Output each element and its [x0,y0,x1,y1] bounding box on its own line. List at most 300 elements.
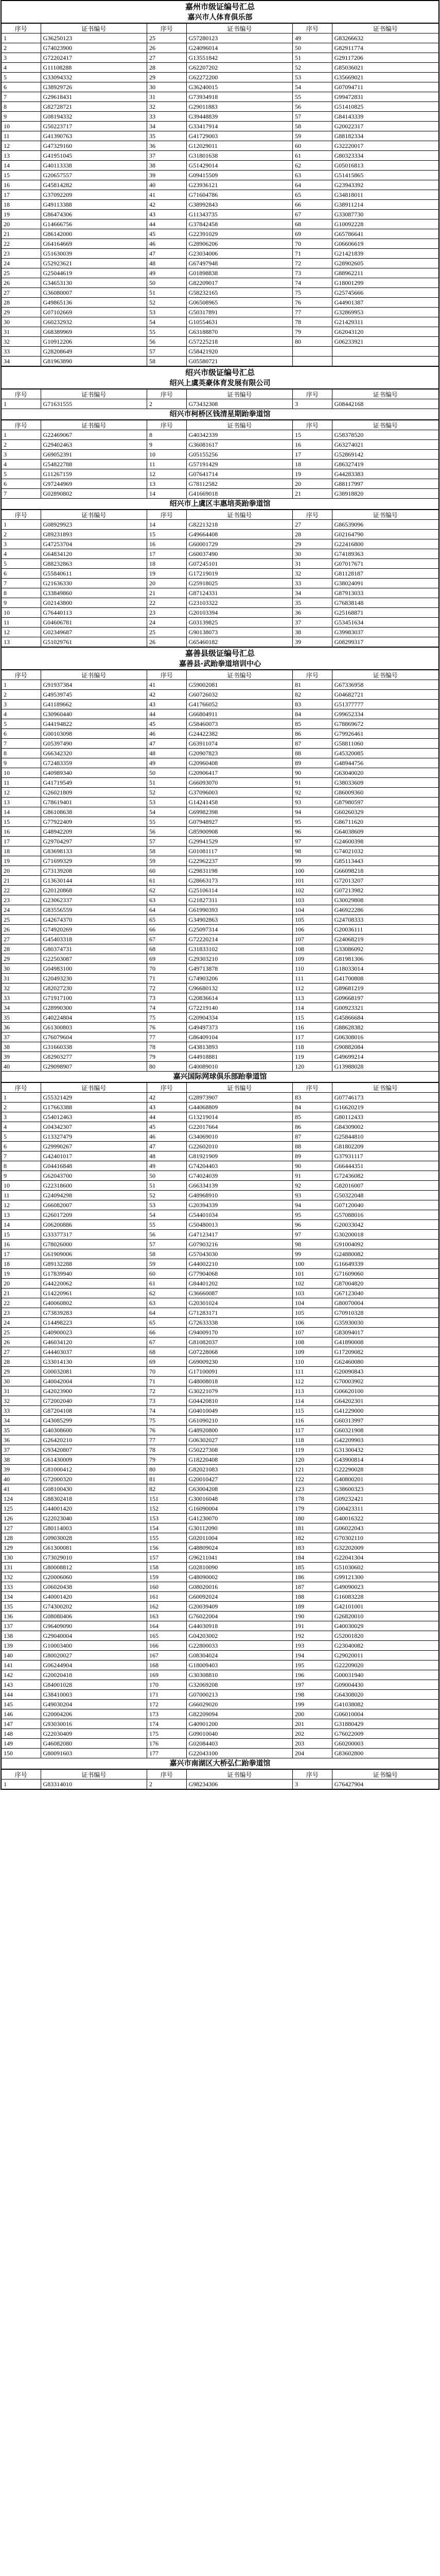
row-index: 156 [147,1543,187,1553]
certificate-number: G57043030 [186,1249,293,1259]
row-index [293,347,332,357]
header-index: 序号 [2,389,41,399]
row-index: 41 [147,190,187,200]
row-index: 161 [147,1592,187,1602]
certificate-number: G07017671 [332,559,438,569]
table-row [2,1357,439,1367]
row-index: 57 [147,347,187,357]
certificate-number: G96680132 [186,984,293,993]
row-index: 54 [293,82,332,92]
row-index: 136 [2,1612,41,1621]
row-index: 3 [2,539,41,549]
certificate-number: G36081617 [186,440,293,450]
row-index: 89 [293,758,332,768]
certificate-number: G86409104 [186,1032,293,1042]
certificate-number: G44002210 [186,1259,293,1269]
certificate-number: G22030409 [41,1729,147,1739]
certificate-number: G82911774 [332,43,438,53]
certificate-number: G20836614 [186,993,293,1003]
table-row [2,1553,439,1563]
certificate-number: G20960408 [186,758,293,768]
certificate-number: G60092024 [186,1592,293,1602]
row-index: 177 [147,1749,187,1758]
header-index: 序号 [293,24,332,33]
certificate-number: G17663388 [41,1103,147,1112]
certificate-number: G14220961 [41,1289,147,1298]
row-index: 97 [293,1230,332,1240]
certificate-number: G50322048 [332,1191,438,1200]
table-row [2,895,439,905]
row-index: 61 [147,1279,187,1289]
certificate-number: G65786641 [332,229,438,239]
certificate-number: G76022009 [332,1729,438,1739]
certificate-number: G48942209 [41,827,147,837]
certificate-number: G41951045 [41,151,147,161]
table-row [2,964,439,974]
row-index: 24 [147,618,187,628]
row-index: 182 [293,1533,332,1543]
header-cert: 证书编号 [332,1083,438,1093]
certificate-number: G67123040 [332,1289,438,1298]
certificate-number: G02349687 [41,628,147,637]
row-index: 25 [147,628,187,637]
certificate-number: G40042004 [41,1377,147,1386]
table-row [2,219,439,229]
row-index: 57 [147,837,187,846]
table-row [2,1347,439,1357]
table-row [2,993,439,1003]
row-index: 34 [293,588,332,598]
certificate-number: G38929726 [41,82,147,92]
row-index: 139 [2,1641,41,1651]
table-row [2,618,439,628]
certificate-number: G26021809 [41,788,147,798]
certificate-number: G54401034 [186,1210,293,1220]
header-index: 序号 [2,1770,41,1780]
certificate-number: G22503087 [41,954,147,964]
table-row [2,608,439,618]
certificate-number: G82027230 [41,984,147,993]
certificate-number: G49699214 [332,1052,438,1062]
table-row [2,935,439,944]
certificate-number: G22290028 [332,1465,438,1475]
certificate-number: G22041304 [332,1553,438,1563]
row-index: 50 [293,43,332,53]
certificate-number: G06020438 [41,1582,147,1592]
table-row [2,1651,439,1660]
row-index: 3 [2,450,41,460]
header-row [2,670,439,680]
certificate-number: G17839940 [41,1269,147,1279]
certificate-number: G48968910 [186,1191,293,1200]
row-index: 61 [147,876,187,886]
certificate-number: G10912206 [41,337,147,347]
row-index: 10 [2,122,41,131]
certificate-number: G25097314 [186,925,293,935]
row-index: 26 [2,1337,41,1347]
row-index: 14 [147,489,187,499]
row-index: 55 [147,817,187,827]
row-index: 69 [147,954,187,964]
row-index: 20 [147,579,187,588]
row-index: 112 [293,1377,332,1386]
certificate-number: G04420810 [186,1396,293,1406]
certificate-number: G22017664 [186,1122,293,1132]
row-index: 21 [2,229,41,239]
certificate-number: G85900908 [186,827,293,837]
certificate-number: G66082007 [41,1200,147,1210]
table-row [2,520,439,530]
table-row [2,1631,439,1641]
certificate-number: G51377777 [332,700,438,709]
certificate-number: G29704297 [41,837,147,846]
row-index: 160 [147,1582,187,1592]
certificate-number: G61990393 [186,905,293,915]
certificate-number: G48944756 [332,758,438,768]
certificate-number: G62043120 [332,327,438,337]
table-row [2,1289,439,1298]
table-row [2,876,439,886]
row-index: 78 [147,1042,187,1052]
row-index: 80 [147,1465,187,1475]
row-index: 35 [293,598,332,608]
row-index: 39 [2,1052,41,1062]
row-index: 29 [147,73,187,82]
certificate-number: G47329160 [41,141,147,151]
certificate-number: G05155256 [186,450,293,460]
certificate-number: G23936121 [186,180,293,190]
row-index: 18 [293,460,332,469]
section-subtitle: 绍兴市柯桥区钱清星期跆拳道馆 [1,409,439,420]
row-index: 85 [293,719,332,729]
certificate-number: G11267159 [41,469,147,479]
certificate-number: G83266632 [332,33,438,43]
certificate-number: G28990300 [41,1003,147,1013]
row-index: 9 [2,1171,41,1181]
certificate-table [1,1082,439,1758]
table-row [2,1042,439,1052]
row-index: 6 [2,729,41,739]
row-index: 40 [2,1062,41,1072]
table-row [2,1210,439,1220]
certificate-number: G23103322 [186,598,293,608]
row-index: 11 [2,778,41,788]
row-index: 201 [293,1719,332,1729]
table-row [2,559,439,569]
row-index: 164 [147,1621,187,1631]
certificate-number: G20020418 [41,1670,147,1680]
table-row [2,1523,439,1533]
certificate-number: G78112582 [186,479,293,489]
certificate-number: G85113443 [332,856,438,866]
row-index: 168 [147,1660,187,1670]
certificate-number: G20010427 [186,1475,293,1484]
header-index: 序号 [293,670,332,680]
certificate-number: G08100430 [41,1484,147,1494]
certificate-number: G29618431 [41,92,147,102]
row-index: 187 [293,1582,332,1592]
row-index: 127 [2,1523,41,1533]
certificate-number: G97244969 [41,479,147,489]
certificate-table [1,420,439,499]
row-index: 51 [147,288,187,298]
certificate-number: G22318600 [41,1181,147,1191]
certificate-number: G29117206 [332,53,438,63]
header-cert: 证书编号 [186,1083,293,1093]
certificate-number: G90882084 [332,1042,438,1052]
certificate-number: G44030918 [186,1621,293,1631]
row-index: 65 [147,915,187,925]
certificate-number: G82209017 [186,278,293,288]
table-row [2,112,439,122]
row-index: 28 [147,63,187,73]
table-row [2,1230,439,1240]
table-row [2,530,439,539]
row-index: 153 [147,1514,187,1523]
certificate-number: G38600323 [332,1484,438,1494]
row-index: 94 [293,807,332,817]
header-cert: 证书编号 [41,670,147,680]
certificate-number: G66342320 [41,749,147,758]
row-index: 21 [293,489,332,499]
row-index: 43 [147,700,187,709]
certificate-number: G72436082 [332,1171,438,1181]
certificate-number: G88302418 [41,1494,147,1504]
certificate-number: G35669021 [332,73,438,82]
certificate-number: G22602010 [186,1142,293,1151]
certificate-number: G07000213 [186,1690,293,1700]
table-row [2,1582,439,1592]
certificate-number: G22391029 [186,229,293,239]
certificate-number: G16090004 [186,1504,293,1514]
certificate-number: G86711620 [332,817,438,827]
row-index: 176 [147,1739,187,1749]
certificate-number: G29303210 [186,954,293,964]
row-index: 6 [2,479,41,489]
row-index: 84 [293,1103,332,1112]
table-row [2,1318,439,1328]
row-index: 196 [293,1670,332,1680]
row-index: 29 [2,308,41,317]
row-index: 42 [147,200,187,210]
certificate-number: G82209094 [186,1709,293,1719]
certificate-number: G02810090 [186,1563,293,1572]
certificate-number: G22209020 [332,1660,438,1670]
certificate-number: G29040004 [41,1631,147,1641]
table-row [2,1032,439,1042]
table-row [2,1308,439,1318]
certificate-number: G44220062 [41,1279,147,1289]
certificate-number: G31801638 [186,151,293,161]
row-index: 12 [2,628,41,637]
certificate-number: G25745666 [332,288,438,298]
certificate-number: G18001299 [332,278,438,288]
header-cert: 证书编号 [332,24,438,33]
row-index: 15 [2,817,41,827]
certificate-number: G84309002 [332,1122,438,1132]
certificate-number: G29831198 [186,866,293,876]
certificate-number: G60260329 [332,807,438,817]
row-index: 143 [2,1680,41,1690]
certificate-number: G45866684 [332,1013,438,1023]
row-index: 17 [293,450,332,460]
certificate-number: G34818011 [332,190,438,200]
certificate-number: G44901387 [332,298,438,308]
header-row [2,1083,439,1093]
certificate-number: G81921909 [186,1151,293,1161]
certificate-number: G83314010 [41,1780,147,1789]
row-index: 37 [2,1445,41,1455]
certificate-number: G44403037 [41,1347,147,1357]
row-index: 183 [293,1543,332,1553]
row-index: 26 [2,278,41,288]
certificate-number: G80008812 [41,1563,147,1572]
certificate-number: G44283383 [332,469,438,479]
row-index: 49 [293,33,332,43]
row-index: 66 [147,925,187,935]
row-index: 17 [2,1249,41,1259]
table-row [2,151,439,161]
row-index: 1 [2,430,41,440]
row-index: 57 [147,1240,187,1249]
row-index: 55 [293,92,332,102]
certificate-number: G38911214 [332,200,438,210]
row-index: 105 [293,915,332,925]
certificate-number: G82021083 [186,1465,293,1475]
certificate-number: G08194332 [41,112,147,122]
row-index: 65 [293,190,332,200]
certificate-number: G07245101 [186,559,293,569]
table-row [2,1052,439,1062]
row-index: 63 [147,895,187,905]
row-index: 2 [2,530,41,539]
row-index: 14 [2,1220,41,1230]
row-index: 79 [293,327,332,337]
row-index: 3 [293,399,332,409]
certificate-number: G76440113 [41,608,147,618]
table-row [2,749,439,758]
table-row [2,598,439,608]
row-index: 10 [2,768,41,778]
row-index: 3 [293,1780,332,1789]
certificate-number: G86539096 [332,520,438,530]
certificate-number: G40089010 [186,1062,293,1072]
certificate-number: G91937384 [41,680,147,690]
certificate-table [1,23,439,366]
row-index: 13 [147,479,187,489]
certificate-number: G36080007 [41,288,147,298]
certificate-number: G61430009 [41,1455,147,1465]
row-index: 18 [2,1259,41,1269]
certificate-number: G71699329 [41,856,147,866]
row-index: 76 [293,298,332,308]
certificate-number: G30221079 [186,1386,293,1396]
row-index: 17 [2,190,41,200]
row-index: 129 [2,1543,41,1553]
row-index: 149 [2,1739,41,1749]
certificate-number: G40901200 [186,1719,293,1729]
certificate-number: G38992843 [186,200,293,210]
certificate-number: G76022004 [186,1612,293,1621]
certificate-number: G08020016 [186,1582,293,1592]
row-index: 159 [147,1572,187,1582]
certificate-number: G63004208 [186,1484,293,1494]
table-row [2,984,439,993]
row-index: 68 [147,1347,187,1357]
certificate-number: G25168871 [332,608,438,618]
certificate-number: G60313997 [332,1416,438,1426]
table-row [2,1279,439,1289]
row-index: 45 [147,719,187,729]
row-index: 162 [147,1602,187,1612]
certificate-number: G16620219 [332,1103,438,1112]
row-index: 152 [147,1504,187,1514]
certificate-number: G72002040 [41,1396,147,1406]
row-index: 55 [147,1220,187,1230]
row-index: 47 [147,739,187,749]
table-row [2,729,439,739]
row-index: 163 [147,1612,187,1621]
table-row [2,1416,439,1426]
certificate-number: G49664408 [186,530,293,539]
table-row [2,63,439,73]
table-row [2,131,439,141]
row-index: 19 [2,210,41,219]
table-row [2,327,439,337]
certificate-number: G54012463 [41,1112,147,1122]
certificate-number: G50227308 [186,1445,293,1455]
row-index: 75 [147,1416,187,1426]
row-index: 2 [2,440,41,450]
certificate-number: G96409090 [41,1621,147,1631]
certificate-number: G34653130 [41,278,147,288]
row-index: 111 [293,974,332,984]
row-index: 10 [147,450,187,460]
row-index: 46 [147,239,187,249]
row-index: 125 [2,1504,41,1514]
certificate-number: G20004206 [41,1709,147,1719]
certificate-number: G38033609 [332,778,438,788]
header-cert: 证书编号 [332,670,438,680]
row-index: 85 [293,1112,332,1122]
table-row [2,1680,439,1690]
certificate-number: G07120040 [332,1200,438,1210]
certificate-number: G41230070 [186,1514,293,1523]
row-index: 40 [147,180,187,190]
row-index: 16 [147,539,187,549]
table-row [2,92,439,102]
certificate-number: G02011004 [186,1533,293,1543]
certificate-number: G07746173 [332,1093,438,1103]
row-index: 88 [293,1142,332,1151]
row-index: 181 [293,1523,332,1533]
row-index: 66 [293,200,332,210]
certificate-number: G08442168 [332,399,438,409]
row-index: 48 [147,1151,187,1161]
table-row [2,974,439,984]
certificate-number: G17100091 [186,1367,293,1377]
certificate-number: G39448839 [186,112,293,122]
row-index: 27 [2,1347,41,1357]
row-index: 157 [147,1553,187,1563]
row-index: 30 [293,549,332,559]
row-index: 18 [147,559,187,569]
certificate-number: G07948927 [186,817,293,827]
row-index: 33 [2,993,41,1003]
certificate-number: G04203002 [186,1631,293,1641]
certificate-number: G40989340 [41,768,147,778]
certificate-number: G22043100 [186,1749,293,1758]
